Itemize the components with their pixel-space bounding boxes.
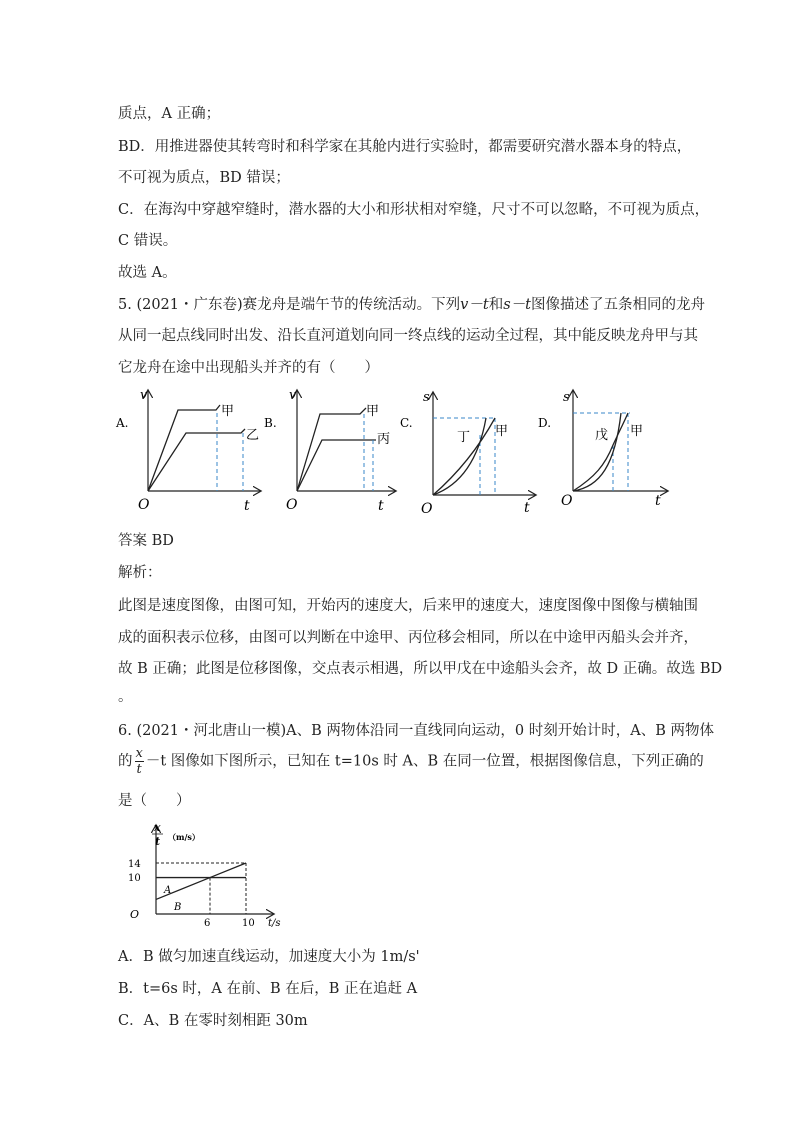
q6-line-3: 是（ ） bbox=[118, 793, 191, 809]
graph-d-x-label: t bbox=[655, 493, 661, 509]
graph-b-y-label: v bbox=[289, 388, 297, 403]
analysis-label: 解析： bbox=[118, 565, 162, 581]
g6-x-label: t/s bbox=[268, 918, 281, 929]
option-a: A．B 做匀加速直线运动，加速度大小为 1m/s' bbox=[118, 949, 420, 965]
graph-c-origin: O bbox=[421, 501, 433, 515]
graph-b bbox=[264, 388, 395, 514]
g6-origin: O bbox=[130, 908, 140, 921]
graph-a-origin: O bbox=[138, 497, 150, 513]
option-b: B．t=6s 时，A 在前、B 在后，B 正在追赶 A bbox=[118, 981, 418, 997]
graph-c bbox=[400, 390, 535, 515]
graph-a bbox=[115, 388, 260, 514]
analysis-line-2: 成的面积表示位移，由图可以判断在中途甲、丙位移会相同，所以在中途甲丙船头会并齐， bbox=[118, 630, 698, 646]
q6-line-1: 6. (2021・河北唐山一模)A、B 两物体沿同一直线同向运动，0 时刻开始计时，A、B 两物体 bbox=[118, 723, 714, 739]
graph-a-x-label: t bbox=[244, 498, 250, 514]
g6-y-num: x bbox=[154, 821, 161, 834]
graph-c-curve-label-2: 甲 bbox=[495, 424, 509, 439]
graph-d-origin: O bbox=[561, 493, 573, 509]
solution-line-6: 故选 A。 bbox=[118, 265, 177, 281]
option-c: C．A、B 在零时刻相距 30m bbox=[118, 1013, 308, 1029]
graph-c-x-label: t bbox=[524, 500, 530, 515]
graph-d bbox=[538, 390, 667, 509]
solution-line-3: 不可视为质点，BD 错误； bbox=[118, 170, 290, 186]
q5-prefix: 5. (2021・广东卷)赛龙舟是端午节的传统活动。下列 bbox=[118, 297, 461, 313]
g6-line-a-label: A bbox=[164, 885, 172, 896]
graph-d-curve-label-1: 戊 bbox=[595, 428, 609, 443]
graph-d-label: D. bbox=[538, 416, 552, 430]
q5-vt: v－t bbox=[460, 297, 489, 313]
graph-a-curve-label-2: 乙 bbox=[246, 428, 260, 443]
graph-a-y-label: v bbox=[140, 388, 148, 403]
graph-b-origin: O bbox=[286, 497, 298, 513]
g6-tick-10: 10 bbox=[128, 873, 141, 884]
solution-line-1: 质点，A 正确； bbox=[118, 106, 221, 122]
q5-line-1 bbox=[118, 293, 705, 314]
g6-tick-14: 14 bbox=[128, 859, 141, 870]
q6-fraction bbox=[135, 746, 144, 777]
q6-line2-post: －t 图像如下图所示，已知在 t=10s 时 A、B 在同一位置，根据图像信息，下列正确的 bbox=[145, 753, 704, 770]
g6-y-unit: （m/s） bbox=[168, 832, 200, 842]
g6-x-10: 10 bbox=[242, 918, 255, 929]
g6-x-6: 6 bbox=[204, 918, 211, 929]
graph-a-curve-jia bbox=[148, 405, 220, 491]
graph-d-curve-jia bbox=[573, 413, 621, 491]
q6-line-2 bbox=[118, 746, 704, 777]
graph-d-y-label: s bbox=[563, 390, 570, 405]
answer-text: 答案 BD bbox=[118, 533, 174, 549]
g6-line-b-label: B bbox=[174, 902, 182, 913]
graph-c-y-label: s bbox=[423, 390, 430, 405]
q6-line2-pre: 的 bbox=[118, 753, 133, 770]
graph-a-curve-yi bbox=[148, 429, 245, 491]
q6-frac-num: x bbox=[135, 746, 143, 761]
g6-y-den: t bbox=[155, 835, 161, 848]
q6-frac-den: t bbox=[136, 762, 142, 777]
graph-d-curve-label-2: 甲 bbox=[630, 424, 644, 439]
analysis-line-1: 此图是速度图像，由图可知，开始丙的速度大，后来甲的速度大，速度图像中图像与横轴围 bbox=[118, 598, 698, 614]
analysis-line-4: 。 bbox=[118, 689, 133, 705]
q5-rest: 图像描述了五条相同的龙舟 bbox=[530, 297, 705, 313]
graph-c-curve-label-1: 丁 bbox=[457, 430, 471, 445]
q5-st: s－t bbox=[503, 297, 531, 313]
solution-line-2: BD．用推进器使其转弯时和科学家在其舱内进行实验时，都需要研究潜水器本身的特点， bbox=[118, 139, 692, 155]
graph-b-curve-label-2: 丙 bbox=[377, 432, 391, 447]
graph-b-label: B. bbox=[264, 416, 277, 430]
solution-line-5: C 错误。 bbox=[118, 233, 178, 249]
analysis-line-3: 故 B 正确；此图是位移图像，交点表示相遇，所以甲戊在中途船头会齐，故 D 正确。故选 BD bbox=[118, 661, 723, 677]
graph-b-curve-label-1: 甲 bbox=[366, 404, 380, 419]
graph-b-curve-jia bbox=[297, 408, 366, 491]
q5-and: 和 bbox=[488, 297, 504, 313]
solution-line-4: C．在海沟中穿越窄缝时，潜水器的大小和形状相对窄缝，尺寸不可以忽略，不可视为质点， bbox=[118, 202, 710, 218]
q5-line-3: 它龙舟在途中出现船头并齐的有（ ） bbox=[118, 360, 379, 376]
graph-c-label: C. bbox=[400, 416, 413, 430]
graph-b-x-label: t bbox=[378, 498, 384, 514]
q6-graph bbox=[118, 818, 288, 930]
q5-graphs bbox=[110, 385, 680, 515]
q5-line-2: 从同一起点线同时出发、沿长直河道划向同一终点线的运动全过程，其中能反映龙舟甲与其 bbox=[118, 328, 698, 344]
graph-a-label: A. bbox=[116, 416, 129, 430]
graph-a-curve-label-1: 甲 bbox=[221, 404, 235, 419]
